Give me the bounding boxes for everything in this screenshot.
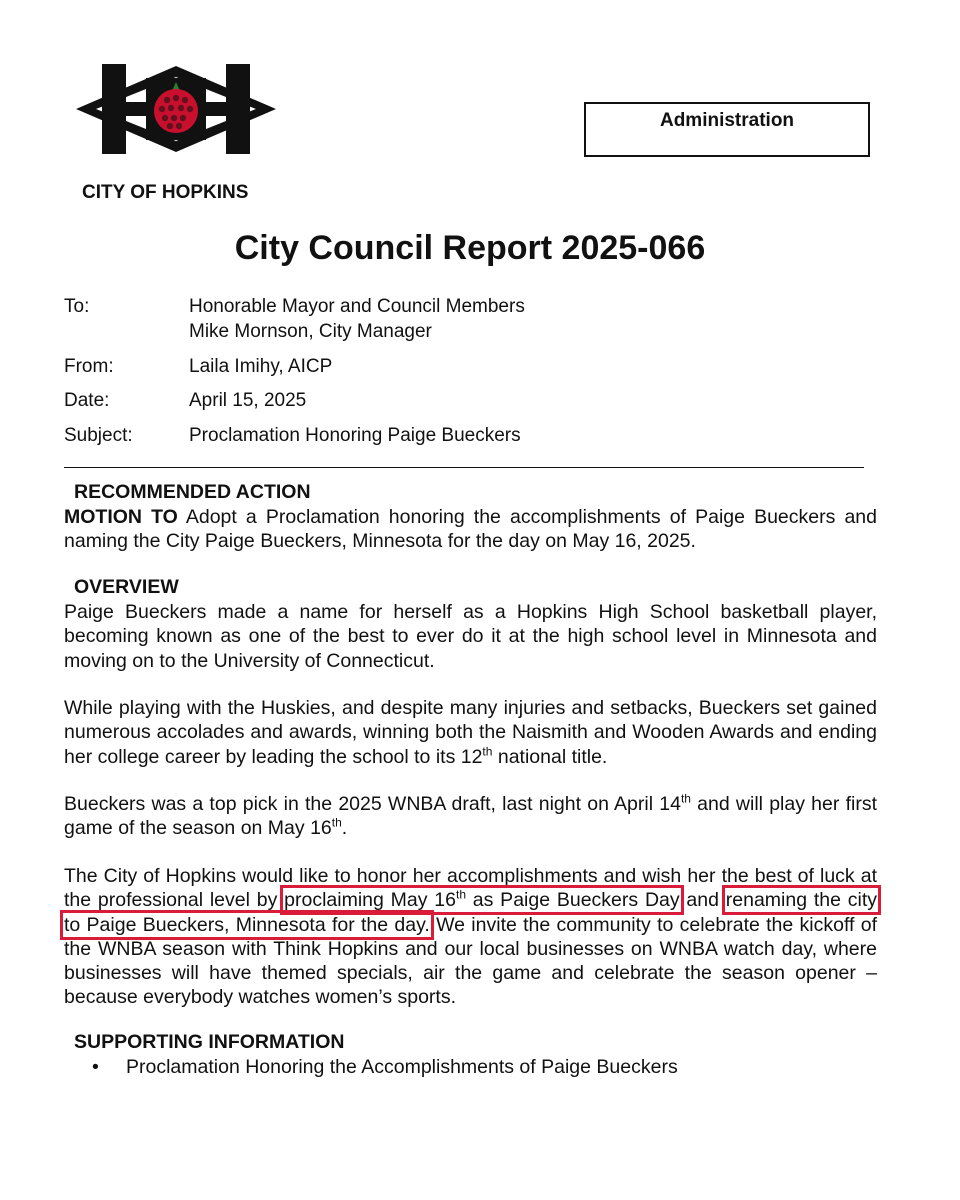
subject-value: Proclamation Honoring Paige Bueckers <box>189 425 521 446</box>
to-recipient-2: Mike Mornson, City Manager <box>189 321 432 342</box>
p3-sup-1: th <box>680 791 691 806</box>
overview-paragraph-1: Paige Bueckers made a name for herself as a Hopkins High School basketball player, becoming known as one of the best to ever do it at the high school level in Minnesota and moving on to the University of Connecticut. <box>64 601 877 672</box>
overview-heading: OVERVIEW <box>74 576 179 598</box>
date-value: April 15, 2025 <box>189 390 307 411</box>
p3-text-b: and will play her first game of the season on May 16 <box>64 793 877 840</box>
city-name: CITY OF HOPKINS <box>82 182 249 203</box>
motion-label: MOTION TO <box>64 506 178 528</box>
p4-text-a: The City of Hopkins would like to honor her accomplishments and wish her the best of luck at the professional level by <box>64 865 877 912</box>
bullet-icon: • <box>92 1056 99 1078</box>
p2-text: While playing with the Huskies, and despite many injuries and setbacks, Bueckers set gained numerous accolades and awards, winning both the Naismith and Wooden Awards and ending her college career by leading the school to its 12 <box>64 697 877 768</box>
overview-paragraph-2 <box>64 696 877 769</box>
list-item <box>92 1055 678 1079</box>
date-label: Date: <box>64 390 110 411</box>
motion-paragraph <box>64 505 877 554</box>
overview-paragraph-3 <box>64 792 877 841</box>
hl1-sup: th <box>455 887 466 902</box>
p3-sup-2: th <box>331 815 342 830</box>
p2-sup: th <box>482 744 493 759</box>
highlight-proclamation-day <box>284 889 679 911</box>
motion-text: Adopt a Proclamation honoring the accomplishments of Paige Bueckers and naming the City Paige Bueckers, Minnesota for the day on May 16, 2025. <box>64 506 877 553</box>
from-value: Laila Imihy, AICP <box>189 356 333 377</box>
hl1-text-a: proclaiming May 16 <box>284 889 456 912</box>
from-label: From: <box>64 356 114 377</box>
hl1-text-b: as Paige Bueckers Day <box>466 889 680 912</box>
subject-label: Subject: <box>64 425 133 446</box>
city-of-hopkins-logo <box>76 64 276 154</box>
supporting-information-heading: SUPPORTING INFORMATION <box>74 1031 345 1053</box>
p2-text-end: national title. <box>492 745 608 768</box>
supporting-item-label: Proclamation Honoring the Accomplishments of Paige Bueckers <box>126 1056 678 1078</box>
to-recipient-1: Honorable Mayor and Council Members <box>189 296 525 317</box>
department-box: Administration <box>584 102 870 157</box>
p3-text-c: . <box>341 817 348 840</box>
highlight-rename-city: renaming the city to Paige Bueckers, Minnesota for the day. <box>64 889 878 936</box>
report-title: City Council Report 2025-066 <box>234 229 706 267</box>
p4-text-c: We invite the community to celebrate the kickoff of the WNBA season with Think Hopkins and our local businesses on WNBA watch day, where businesses will have themed specials, air the game and celebrate the season opener – because everybody watches women’s sports. <box>64 913 877 1009</box>
p3-text-a: Bueckers was a top pick in the 2025 WNBA draft, last night on April 14 <box>64 793 681 815</box>
recommended-action-heading: RECOMMENDED ACTION <box>74 481 311 503</box>
overview-paragraph-4 <box>64 864 877 1010</box>
p4-text-b: and <box>679 889 726 912</box>
to-label: To: <box>64 296 90 317</box>
header-divider <box>64 467 864 468</box>
